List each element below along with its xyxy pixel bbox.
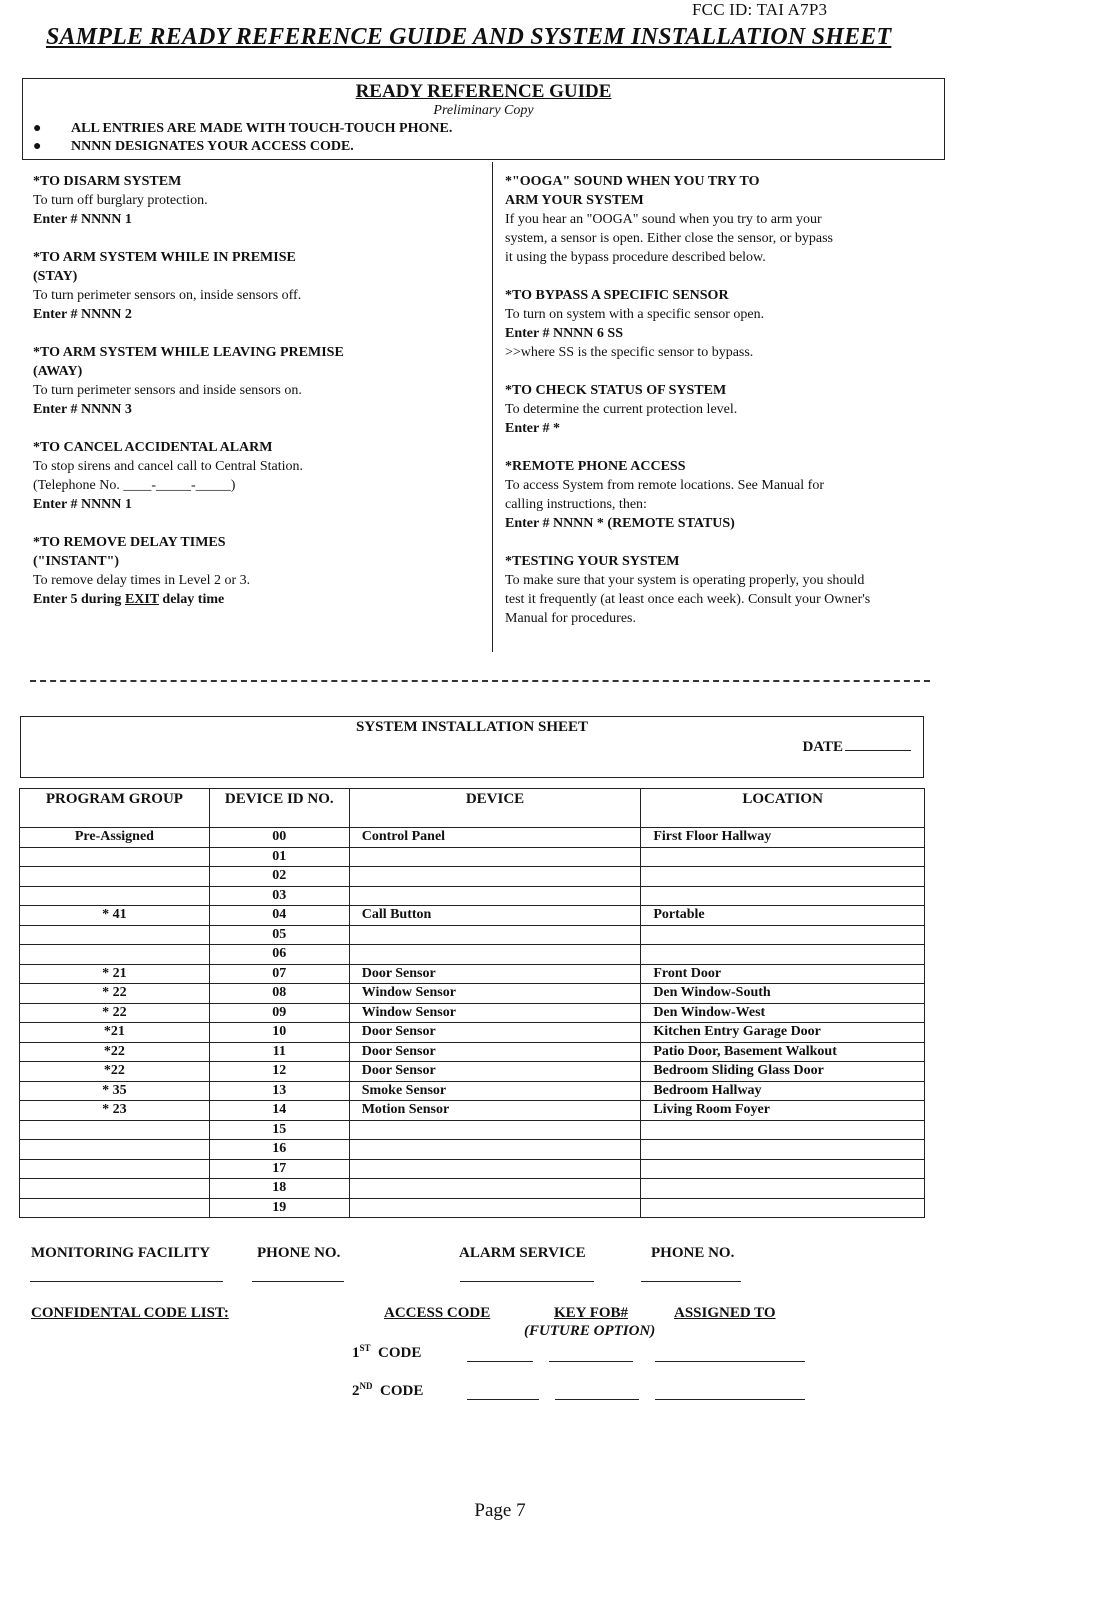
date-field [802,739,911,756]
section-heading: *TESTING YOUR SYSTEM [505,554,680,569]
cell-device-id: 00 [209,828,349,848]
section-text: To turn perimeter sensors and inside sensors on. [33,383,302,398]
section-heading: *TO CHECK STATUS OF SYSTEM [505,383,727,398]
phone-no-label: PHONE NO. [257,1245,341,1261]
section-heading: *TO ARM SYSTEM WHILE LEAVING PREMISE (AWAY) [33,345,344,379]
cell-location: First Floor Hallway [641,828,925,848]
cell-program-group: * 21 [20,964,210,984]
cell-program-group [20,1140,210,1160]
reference-section [505,552,885,628]
second-code-word: CODE [380,1383,424,1399]
key-fob-header: KEY FOB# [554,1305,629,1321]
section-entry: Enter # NNNN * (REMOTE STATUS) [505,516,735,531]
phone-blank [641,1281,741,1282]
cell-program-group [20,847,210,867]
fcc-id: FCC ID: TAI A7P3 [692,0,828,19]
column-divider [492,162,493,652]
alarm-service-blank [460,1281,594,1282]
cell-device: Control Panel [349,828,641,848]
date-blank-line [845,750,911,751]
cell-program-group: *22 [20,1062,210,1082]
section-entry [33,590,473,609]
table-row [20,828,925,848]
device-table [19,788,925,1218]
table-row [20,867,925,887]
section-entry: Enter # * [505,421,560,436]
cell-device-id: 16 [209,1140,349,1160]
cell-program-group: * 35 [20,1081,210,1101]
section-heading: *TO DISARM SYSTEM [33,174,182,189]
entry-suffix: delay time [158,592,225,607]
cell-device [349,925,641,945]
cell-location: Front Door [641,964,925,984]
reference-section [33,343,353,419]
section-note: >>where SS is the specific sensor to bypass. [505,345,754,360]
section-text: To determine the current protection level. [505,402,738,417]
cell-device: Window Sensor [349,1003,641,1023]
reference-right-column [505,172,885,647]
cut-dashed-line [30,680,930,682]
table-row [20,1003,925,1023]
entry-prefix: Enter 5 during [33,592,125,607]
cell-program-group: * 22 [20,1003,210,1023]
table-header-row [20,789,925,828]
table-row [20,906,925,926]
cell-location: Bedroom Sliding Glass Door [641,1062,925,1082]
cell-program-group [20,1159,210,1179]
cell-device: Smoke Sensor [349,1081,641,1101]
cell-device-id: 05 [209,925,349,945]
table-row [20,1159,925,1179]
section-text: To access System from remote locations. See Manual for calling instructions, then: [505,478,824,512]
cell-location [641,1179,925,1199]
cell-location: Den Window-West [641,1003,925,1023]
cell-device-id: 02 [209,867,349,887]
cell-program-group: Pre-Assigned [20,828,210,848]
cell-device-id: 13 [209,1081,349,1101]
table-row [20,1062,925,1082]
cell-device [349,1140,641,1160]
cell-device-id: 10 [209,1023,349,1043]
cell-location: Den Window-South [641,984,925,1004]
ready-reference-title: READY REFERENCE GUIDE [355,81,612,102]
section-text: To remove delay times in Level 2 or 3. [33,573,251,588]
cell-location [641,925,925,945]
cell-device-id: 15 [209,1120,349,1140]
cell-device-id: 19 [209,1198,349,1218]
first-code-suffix: ST [359,1343,371,1353]
cell-device [349,945,641,965]
section-heading: *TO ARM SYSTEM WHILE IN PREMISE (STAY) [33,250,296,284]
cell-device-id: 01 [209,847,349,867]
cell-device [349,1159,641,1179]
page-number: Page 7 [474,1500,526,1521]
section-heading: *"OOGA" SOUND WHEN YOU TRY TO ARM YOUR SYSTEM [505,174,760,208]
cell-device-id: 14 [209,1101,349,1121]
assigned-to-header: ASSIGNED TO [674,1305,776,1321]
reference-section [33,533,293,609]
cell-device [349,867,641,887]
cell-location [641,847,925,867]
cell-program-group: *21 [20,1023,210,1043]
cell-program-group [20,886,210,906]
section-text: To make sure that your system is operating properly, you should test it frequently (at least once each week). Consult your Owner's Manual for procedures. [505,573,871,626]
cell-location [641,867,925,887]
cell-program-group [20,945,210,965]
table-row [20,847,925,867]
cell-device-id: 03 [209,886,349,906]
cell-device: Call Button [349,906,641,926]
second-code-label [352,1381,423,1400]
section-text: To turn perimeter sensors on, inside sensors off. [33,288,302,303]
cell-location: Kitchen Entry Garage Door [641,1023,925,1043]
section-entry: Enter # NNNN 2 [33,307,132,322]
reference-section [505,457,885,533]
confidential-code-list-label: CONFIDENTAL CODE LIST: [31,1305,229,1321]
table-row [20,945,925,965]
table-row [20,1042,925,1062]
installation-sheet-title: SYSTEM INSTALLATION SHEET [355,719,589,735]
first-code-label [352,1343,421,1362]
column-header-location: LOCATION [641,789,925,828]
cell-program-group: * 23 [20,1101,210,1121]
column-header-program-group: PROGRAM GROUP [20,789,210,828]
table-row [20,1140,925,1160]
section-text: If you hear an "OOGA" sound when you try to arm your system, a sensor is open. Either close the sensor, or bypass it using the bypass procedure described below. [505,212,833,265]
cell-device-id: 09 [209,1003,349,1023]
document-title: SAMPLE READY REFERENCE GUIDE AND SYSTEM INSTALLATION SHEET [46,24,892,50]
cell-device-id: 17 [209,1159,349,1179]
table-row [20,964,925,984]
column-header-device: DEVICE [349,789,641,828]
cell-device: Door Sensor [349,1042,641,1062]
second-code-number: 2 [352,1383,360,1399]
first-key-fob-blank [549,1361,633,1362]
cell-device: Door Sensor [349,964,641,984]
cell-program-group [20,925,210,945]
cell-device [349,1198,641,1218]
section-heading: *TO CANCEL ACCIDENTAL ALARM [33,440,273,455]
table-row [20,984,925,1004]
telephone-line: (Telephone No. ____-_____-_____) [33,478,236,493]
cell-device-id: 06 [209,945,349,965]
table-row [20,1179,925,1199]
cell-device: Motion Sensor [349,1101,641,1121]
table-row [20,1023,925,1043]
first-access-code-blank [467,1361,533,1362]
reference-left-column [33,172,473,628]
bullet-item [33,139,354,155]
column-header-device-id: DEVICE ID NO. [209,789,349,828]
section-entry: Enter # NNNN 1 [33,212,132,227]
entry-exit: EXIT [124,592,159,607]
first-code-number: 1 [352,1345,360,1361]
reference-section [33,438,473,514]
device-table-body [20,828,925,1218]
ready-reference-header-box [22,78,945,160]
second-access-code-blank [467,1399,539,1400]
cell-program-group [20,1198,210,1218]
cell-device: Door Sensor [349,1062,641,1082]
reference-section [505,286,885,362]
cell-program-group [20,1120,210,1140]
cell-location: Bedroom Hallway [641,1081,925,1101]
cell-device: Window Sensor [349,984,641,1004]
date-label: DATE [802,739,843,755]
section-text: To stop sirens and cancel call to Central Station. [33,459,304,474]
section-entry: Enter # NNNN 6 SS [505,326,623,341]
table-row [20,886,925,906]
ready-reference-subtitle: Preliminary Copy [433,103,534,118]
cell-location [641,1120,925,1140]
cell-device [349,1120,641,1140]
table-row [20,1081,925,1101]
reference-section [33,248,333,324]
cell-location [641,1140,925,1160]
cell-program-group [20,1179,210,1199]
cell-device-id: 07 [209,964,349,984]
table-row [20,925,925,945]
section-heading: *REMOTE PHONE ACCESS [505,459,686,474]
table-row [20,1120,925,1140]
bullet-icon: ● [33,121,42,136]
cell-device-id: 12 [209,1062,349,1082]
table-row [20,1198,925,1218]
table-row [20,1101,925,1121]
cell-location: Portable [641,906,925,926]
second-code-suffix: ND [359,1381,373,1391]
section-heading: *TO REMOVE DELAY TIMES ("INSTANT") [33,535,226,569]
monitoring-facility-blank [30,1281,223,1282]
cell-program-group: * 41 [20,906,210,926]
alarm-service-label: ALARM SERVICE [459,1245,586,1261]
bullet-icon: ● [33,139,42,154]
cell-device [349,886,641,906]
section-text: To turn on system with a specific sensor open. [505,307,765,322]
second-key-fob-blank [555,1399,639,1400]
cell-device [349,847,641,867]
cell-location [641,1159,925,1179]
bullet-text: NNNN DESIGNATES YOUR ACCESS CODE. [71,139,354,154]
cell-program-group: * 22 [20,984,210,1004]
cell-location [641,886,925,906]
first-assigned-to-blank [655,1361,805,1362]
first-code-word: CODE [378,1345,422,1361]
monitoring-facility-label: MONITORING FACILITY [31,1245,211,1261]
second-assigned-to-blank [655,1399,805,1400]
reference-section [505,172,885,267]
installation-sheet-header [20,716,924,778]
reference-section [33,172,473,229]
section-heading: *TO BYPASS A SPECIFIC SENSOR [505,288,729,303]
section-entry: Enter # NNNN 1 [33,497,132,512]
cell-location [641,1198,925,1218]
cell-device-id: 08 [209,984,349,1004]
cell-program-group [20,867,210,887]
cell-device-id: 04 [209,906,349,926]
bullet-item [33,121,452,137]
cell-program-group: *22 [20,1042,210,1062]
cell-device-id: 11 [209,1042,349,1062]
phone-blank [252,1281,344,1282]
cell-device [349,1179,641,1199]
cell-device: Door Sensor [349,1023,641,1043]
cell-location: Patio Door, Basement Walkout [641,1042,925,1062]
bullet-text: ALL ENTRIES ARE MADE WITH TOUCH-TOUCH PHONE. [71,121,453,136]
access-code-header: ACCESS CODE [384,1305,491,1321]
section-text: To turn off burglary protection. [33,193,208,208]
reference-section [505,381,885,438]
section-entry: Enter # NNNN 3 [33,402,132,417]
cell-location [641,945,925,965]
cell-location: Living Room Foyer [641,1101,925,1121]
cell-device-id: 18 [209,1179,349,1199]
future-option-note: (FUTURE OPTION) [524,1323,656,1339]
phone-no-label: PHONE NO. [651,1245,735,1261]
